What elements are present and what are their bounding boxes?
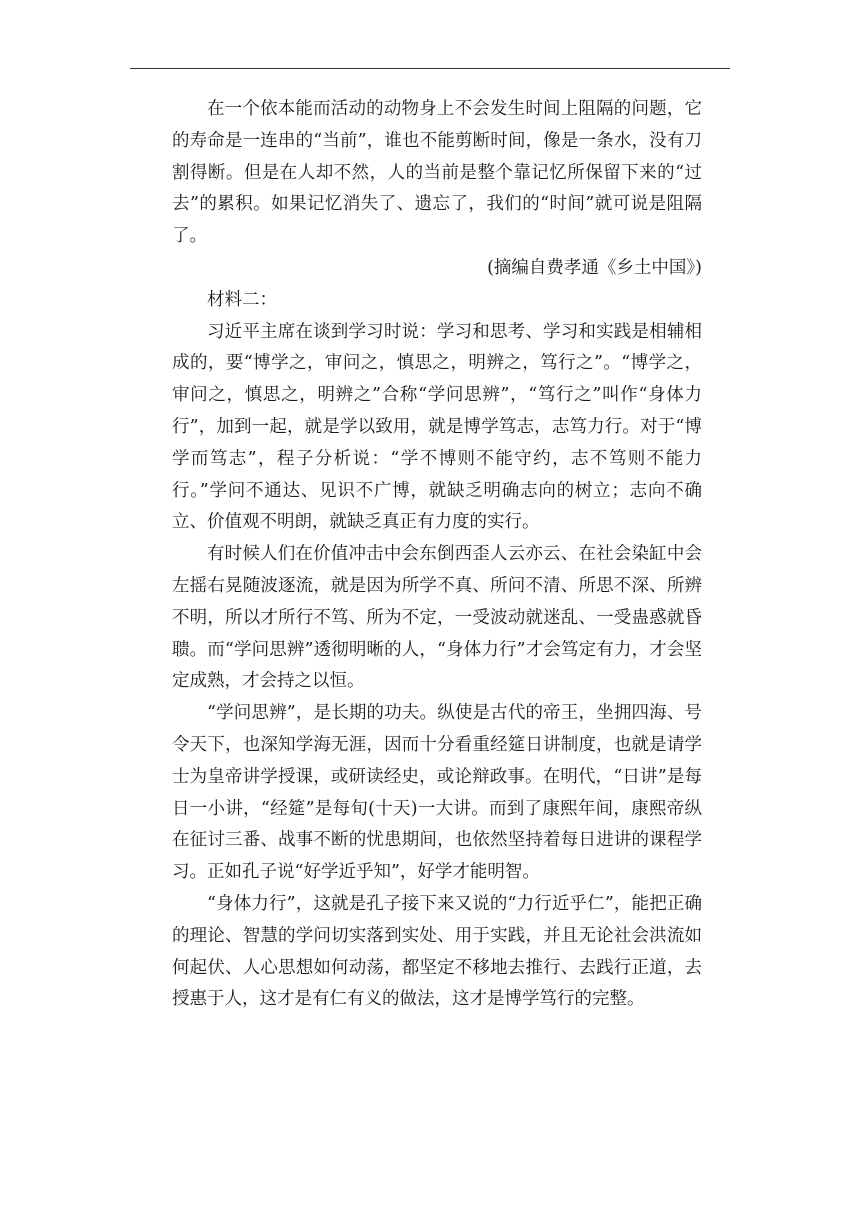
paragraph-practice: “身体力行”，这就是孔子接下来又说的“力行近乎仁”，能把正确的理论、智慧的学问切实落到实处、用于实践，并且无论社会洪流如何起伏、人心思想如何动荡，都坚定不移地去推行、去践行正道，去授惠于人，这才是有仁有义的做法，这才是博学笃行的完整。: [172, 893, 702, 1010]
paragraph-xi-on-learning: 习近平主席在谈到学习时说：学习和思考、学习和实践是相辅相成的，要“博学之，审问之，慎思之，明辨之，笃行之”。“博学之，审问之，慎思之，明辨之”合称“学问思辨”，“笃行之”叫作“身体力行”，加到一起，就是学以致用，就是博学笃志，志笃力行。对于“博学而笃志”，程子分析说：“学不博则不能守约，志不笃则不能力行。”学问不通达、见识不广博，就缺乏明确志向的树立；志向不确立、价值观不明朗，就缺乏真正有力度的实行。: [172, 321, 702, 533]
document-body: [172, 94, 702, 1016]
paragraph-material-one-ending: 在一个依本能而活动的动物身上不会发生时间上阻隔的问题，它的寿命是一连串的“当前”，谁也不能剪断时间，像是一条水，没有刀割得断。但是在人却不然，人的当前是整个靠记忆所保留下来的“过去”的累积。如果记忆消失了、遗忘了，我们的“时间”就可说是阻隔了。: [172, 99, 702, 247]
header-rule: [130, 68, 730, 69]
source-citation: (摘编自费孝通《乡土中国》): [487, 257, 702, 278]
section-heading-material-two: 材料二：: [207, 289, 277, 310]
paragraph-value-shock: 有时候人们在价值冲击中会东倒西歪人云亦云、在社会染缸中会左摇右晃随波逐流，就是因为所学不真、所问不清、所思不深、所辨不明，所以才所行不笃、所为不定，一受波动就迷乱、一受蛊惑就昏聩。而“学问思辨”透彻明晰的人，“身体力行”才会笃定有力，才会坚定成熟，才会持之以恒。: [172, 544, 702, 692]
paragraph-study-inquiry: “学问思辨”，是长期的功夫。纵使是古代的帝王，坐拥四海、号令天下，也深知学海无涯，因而十分看重经筵日讲制度，也就是请学士为皇帝讲学授课，或研读经史，或论辩政事。在明代，“日讲”是每日一小讲，“经筵”是每旬(十天)一大讲。而到了康熙年间，康熙帝纵在征讨三番、战事不断的忧患期间，也依然坚持着每日进讲的课程学习。正如孔子说“好学近乎知”，好学才能明智。: [172, 703, 702, 883]
